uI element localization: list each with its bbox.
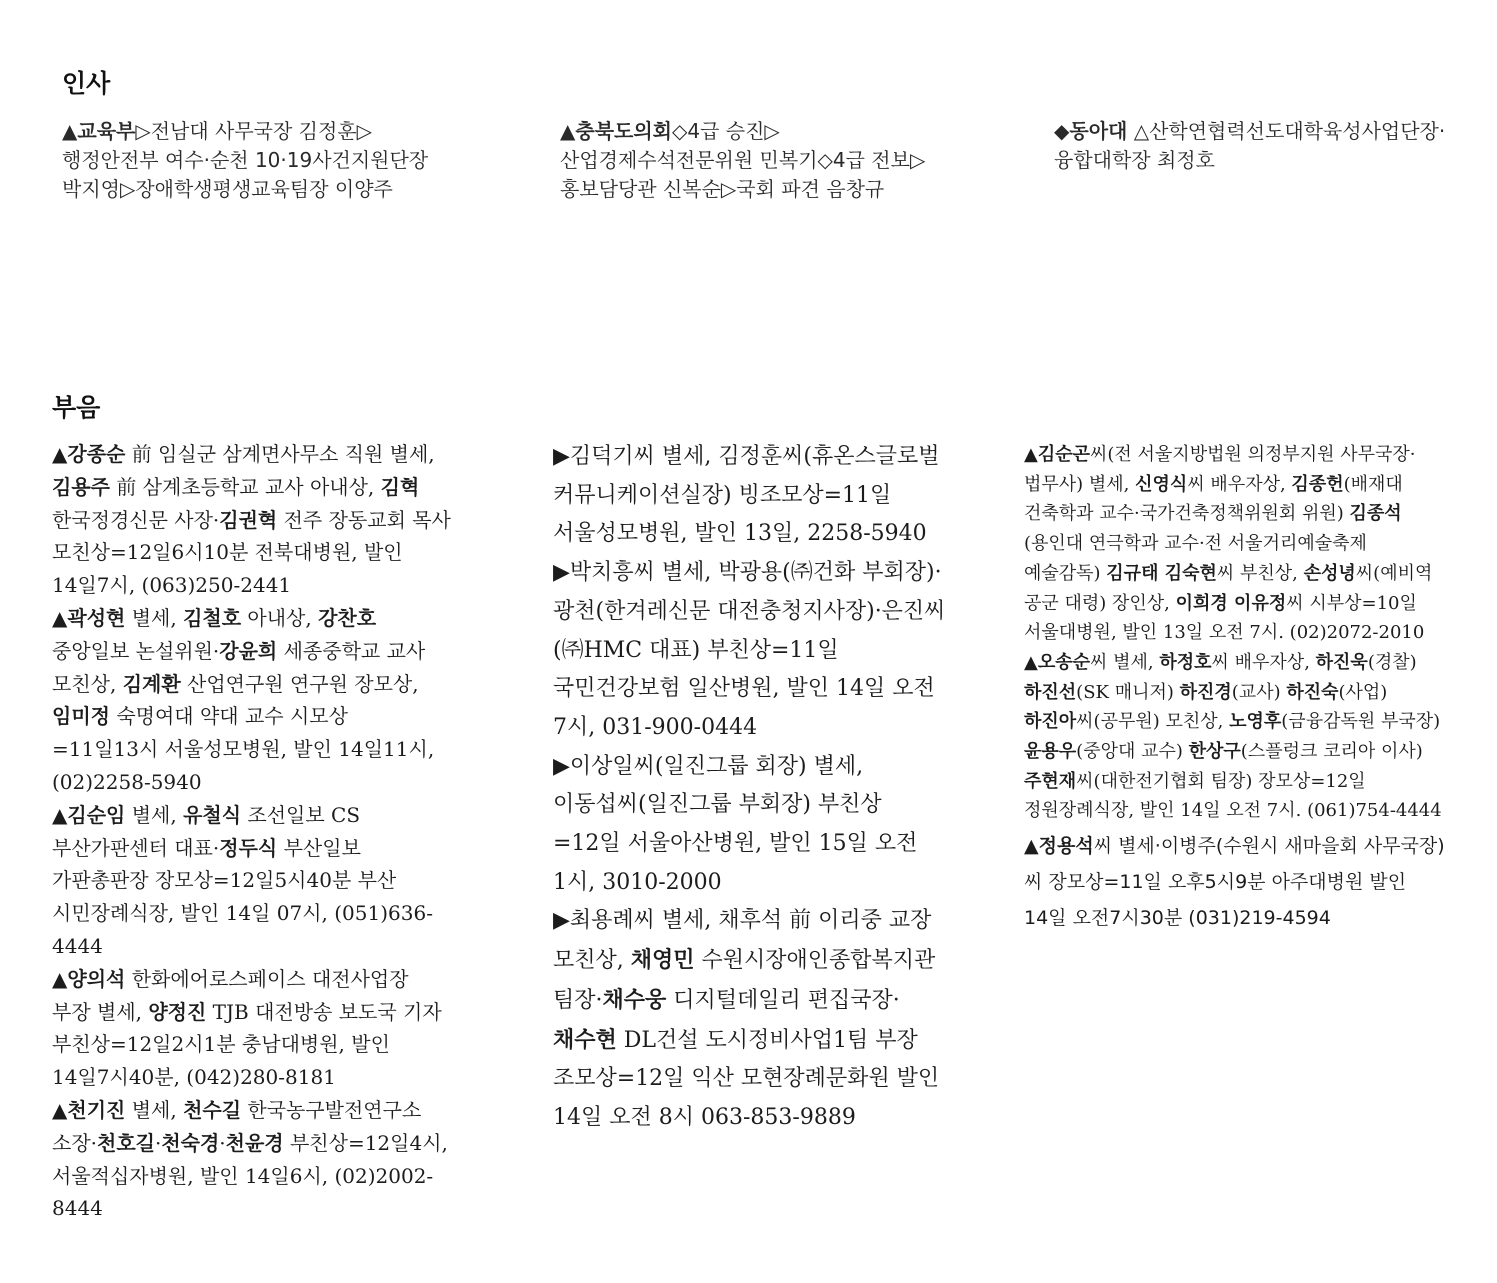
- name: 채수현: [553, 1026, 617, 1053]
- text: 아내상,: [241, 605, 319, 630]
- text: 디지털데일리 편집국장·: [666, 987, 900, 1013]
- name: ▲정용석: [1024, 835, 1094, 858]
- text: (용인대 연극학과 교수·전 서울거리예술축제 예술감독): [1024, 533, 1367, 584]
- name: 천윤경: [225, 1130, 284, 1155]
- text: 前 임실군 삼계면사무소 직원 별세,: [125, 442, 435, 466]
- name: 김종헌: [1291, 473, 1344, 495]
- text: 세종중학교 교사 모친상,: [52, 638, 426, 696]
- text: (배재대 건축학과 교수·국가건축정책위원회 위원): [1024, 473, 1403, 525]
- name: 임미정: [52, 704, 110, 729]
- name: 김용주: [52, 474, 110, 499]
- name: 노영후: [1229, 711, 1282, 733]
- text: 수원시장애인종합복지관 팀장·: [553, 948, 936, 1013]
- obituary-entry: [52, 438, 452, 602]
- text: (SK 매니저): [1076, 681, 1180, 703]
- section-title-insa: 인사: [62, 69, 111, 98]
- text: 씨 별세·이병주(수원시 새마을회 사무국장)씨 장모상=11일 오후5시9분 아주대병원 발인 14일 오전7시30분 (031)219-4594: [1024, 835, 1445, 930]
- obituary-entry: [553, 748, 948, 903]
- text: 별세,: [125, 605, 184, 630]
- name: 정두식: [219, 835, 278, 860]
- text: DL건설 도시정비사업1팀 부장 조모상=12일 익산 모현장례문화원 발인 14일 오전 8시 063-853-9889: [553, 1027, 940, 1130]
- name: 윤용우: [1024, 741, 1077, 763]
- text: ▶최용례씨 별세, 채후석 前 이리중 교장 모친상,: [553, 908, 932, 974]
- name: ▲김순곤: [1024, 444, 1091, 465]
- appointment-text: △산학연협력선도대학육성사업단장·융합대학장 최정호: [1054, 119, 1446, 172]
- appointment-column-2: [560, 117, 955, 204]
- text: 씨 배우자상,: [1187, 473, 1292, 495]
- name: ▲천기진: [52, 1097, 126, 1122]
- text: 씨(전 서울지방법원 의정부지원 사무국장·법무사) 별세,: [1024, 444, 1416, 495]
- text: 한국농구발전연구소 소장·: [52, 1097, 422, 1155]
- name: ▲양의석: [52, 966, 126, 991]
- text: 한화에어로스페이스 대전사업장 부장 별세,: [52, 966, 409, 1024]
- text: 씨(예비역 공군 대령) 장인상,: [1024, 562, 1433, 614]
- obituary-entry: [553, 554, 948, 748]
- obituary-column-3: [1024, 440, 1449, 936]
- obituary-entry: [52, 963, 452, 1094]
- name: 유철식: [183, 802, 242, 827]
- name: 천숙경: [161, 1130, 220, 1155]
- appointment-text: ▷전남대 사무국장 김정훈▷행정안전부 여수·순천 10·19사건지원단장 박지영▷장애학생평생교육팀장 이양주: [62, 119, 429, 201]
- name: 하진경: [1179, 681, 1232, 703]
- name: 천호길: [97, 1130, 155, 1155]
- name: 강찬호: [318, 605, 377, 630]
- text: 조선일보 CS 부산가판센터 대표·: [52, 802, 361, 860]
- text: ▶김덕기씨 별세, 김정훈씨(휴온스글로벌 커뮤니케이션실장) 빙조모상=11일 서울성모병원, 발인 13일, 2258-5940: [553, 444, 940, 547]
- text: 중앙일보 논설위원·: [52, 638, 220, 663]
- text: (교사): [1231, 681, 1287, 703]
- name: 하진아: [1024, 711, 1077, 733]
- text: (중앙대 교수): [1076, 741, 1189, 763]
- text: ·: [154, 1130, 162, 1155]
- text: ▶박치흥씨 별세, 박광용(㈜건화 부회장)·광천(한겨레신문 대전충청지사장)·은진씨(㈜HMC 대표) 부친상=11일 국민건강보험 일산병원, 발인 14일 오전 7시, 031-900-0444: [553, 560, 946, 740]
- obituary-entry: [553, 438, 948, 554]
- name: 김계환: [122, 671, 181, 696]
- name: 하정호: [1159, 651, 1212, 673]
- name: 김종석: [1349, 503, 1402, 525]
- text: TJB 대전방송 보도국 기자 부친상=12일2시1분 충남대병원, 발인 14일7시40분, (042)280-8181: [52, 999, 442, 1090]
- name: 김철호: [183, 605, 242, 630]
- text: 씨 배우자상,: [1211, 651, 1316, 673]
- appointment-entry: [560, 117, 955, 204]
- text: 부산일보 가판총판장 장모상=12일5시40분 부산 시민장례식장, 발인 14일 07시, (051)636-4444: [52, 835, 433, 958]
- appointment-org: ▲충북도의회: [560, 119, 672, 143]
- obituary-entry: [52, 1094, 452, 1225]
- text: 숙명여대 약대 교수 시모상=11일13시 서울성모병원, 발인 14일11시, (02)2258-5940: [52, 704, 435, 794]
- text: 부친상=12일4시, 서울적십자병원, 발인 14일6시, (02)2002-8444: [52, 1130, 448, 1221]
- name: 김권혁: [219, 507, 278, 532]
- name: 손성녕: [1303, 562, 1356, 584]
- obituary-entry: [553, 902, 948, 1137]
- text: 별세,: [125, 802, 184, 827]
- name: ▲강종순: [52, 442, 126, 466]
- text: (사업): [1338, 681, 1388, 703]
- obituary-entry: [52, 602, 452, 799]
- text: 씨 부친상,: [1216, 562, 1304, 584]
- appointment-column-3: [1054, 117, 1454, 175]
- text: 산업연구원 연구원 장모상,: [180, 671, 419, 696]
- text: ▶이상일씨(일진그룹 회장) 별세, 이동섭씨(일진그룹 부회장) 부친상=12일 서울아산병원, 발인 15일 오전 1시, 3010-2000: [553, 753, 918, 895]
- name: 채수웅: [602, 986, 667, 1013]
- obituary-entry: [1024, 648, 1449, 826]
- obituary-column-2: [553, 438, 948, 1138]
- name: 김혁: [380, 474, 420, 499]
- text: 한국정경신문 사장·: [52, 507, 220, 532]
- name: 양정진: [148, 999, 207, 1024]
- name: 하진숙: [1286, 681, 1339, 703]
- text: 씨(대한전기협회 팀장) 장모상=12일 정원장례식장, 발인 14일 오전 7시. (061)754-4444: [1024, 770, 1442, 822]
- text: 전주 장동교회 목사 모친상=12일6시10분 전북대병원, 발인 14일7시, (063)250-2441: [52, 507, 451, 598]
- text: ·: [219, 1130, 226, 1155]
- appointment-text: ◇4급 승진▷산업경제수석전문위원 민복기◇4급 전보▷홍보담당관 신복순▷국회 파견 음창규: [560, 119, 926, 201]
- name: 주현재: [1024, 770, 1077, 792]
- name: 김규태 김숙현: [1106, 562, 1217, 584]
- name: 한상구: [1188, 741, 1241, 763]
- obituary-entry: [1024, 828, 1449, 936]
- appointment-entry: [1054, 117, 1454, 175]
- name: ▲오송순: [1024, 651, 1091, 673]
- text: 별세,: [125, 1097, 184, 1122]
- name: 강윤희: [219, 638, 278, 663]
- appointment-org: ◆동아대: [1054, 119, 1128, 143]
- text: (스플렁크 코리아 이사): [1240, 741, 1423, 763]
- name: ▲곽성현: [52, 605, 126, 630]
- name: 신영식: [1135, 473, 1188, 495]
- obituary-entry: [1024, 440, 1449, 648]
- text: (금융감독원 부국장): [1281, 711, 1441, 733]
- name: 하진욱: [1315, 651, 1368, 673]
- text: 씨(공무원) 모친상,: [1076, 711, 1230, 733]
- obituary-entry: [52, 799, 452, 963]
- appointment-entry: [62, 117, 462, 204]
- name: 채영민: [630, 947, 695, 974]
- name: 천수길: [183, 1097, 242, 1122]
- name: 이희경 이유정: [1175, 592, 1287, 614]
- name: 하진선: [1024, 681, 1077, 703]
- text: 씨 별세,: [1090, 651, 1160, 673]
- text: 前 삼계초등학교 교사 아내상,: [109, 474, 381, 499]
- text: (경찰): [1367, 651, 1417, 673]
- appointment-org: ▲교육부: [62, 119, 136, 143]
- name: ▲김순임: [52, 802, 126, 827]
- obituary-column-1: [52, 438, 452, 1225]
- text: 씨 시부상=10일 서울대병원, 발인 13일 오전 7시. (02)2072-2010: [1024, 592, 1425, 644]
- section-title-bueum: 부음: [52, 393, 101, 422]
- appointment-column-1: [62, 117, 462, 204]
